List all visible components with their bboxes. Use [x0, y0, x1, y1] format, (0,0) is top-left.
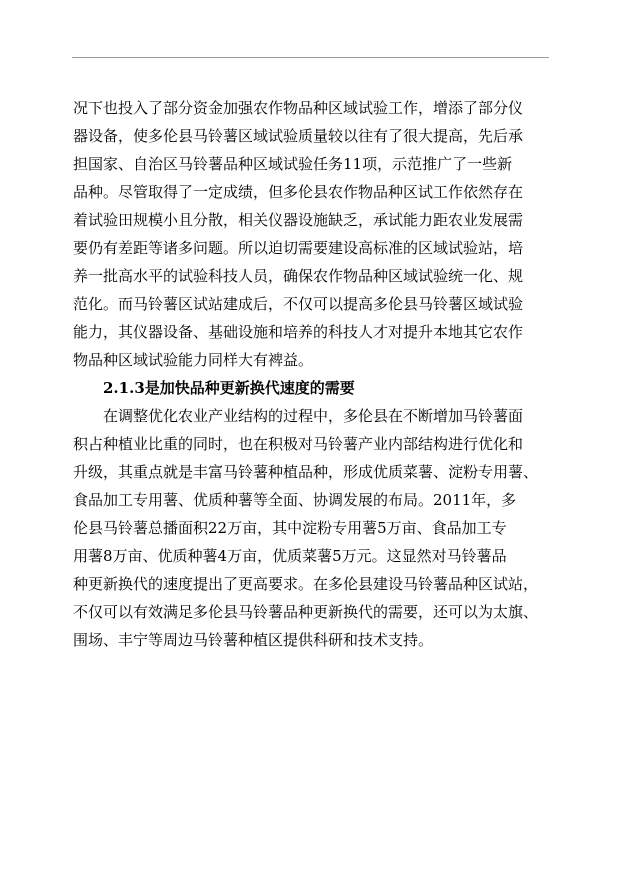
text-line: 伦县马铃薯总播面积22万亩，其中淀粉专用薯5万亩、食品加工专: [73, 519, 507, 537]
text-line: 物品种区域试验能力同样大有裨益。: [73, 351, 314, 369]
text-line: 用薯8万亩、优质种薯4万亩，优质菜薯5万元。这显然对马铃薯品: [73, 547, 507, 565]
text-line: 品种。尽管取得了一定成绩，但多伦县农作物品种区试工作依然存在: [73, 183, 524, 201]
header-rule: [72, 57, 549, 58]
text-line: 要仍有差距等诸多问题。所以迫切需要建设高标准的区域试验站，培: [73, 239, 524, 257]
text-line: 围场、丰宁等周边马铃薯种植区提供科研和技术支持。: [73, 631, 434, 649]
text-line: 在调整优化农业产业结构的过程中，多伦县在不断增加马铃薯面: [103, 407, 524, 425]
text-line: 种更新换代的速度提出了更高要求。在多伦县建设马铃薯品种区试站，: [73, 575, 539, 593]
text-line: 况下也投入了部分资金加强农作物品种区域试验工作，增添了部分仪: [73, 99, 524, 117]
text-line: 积占种植业比重的同时，也在积极对马铃薯产业内部结构进行优化和: [73, 435, 524, 453]
text-line: 升级，其重点就是丰富马铃薯种植品种，形成优质菜薯、淀粉专用薯、: [73, 463, 539, 481]
paragraph-1: [73, 94, 553, 374]
text-line: 能力，其仪器设备、基础设施和培养的科技人才对提升本地其它农作: [73, 323, 524, 341]
text-line: 食品加工专用薯、优质种薯等全面、协调发展的布局。2011年，多: [73, 491, 517, 509]
section-heading: 2.1.3是加快品种更新换代速度的需要: [103, 379, 355, 397]
text-line: 范化。而马铃薯区试站建成后，不仅可以提高多伦县马铃薯区域试验: [73, 295, 524, 313]
text-line: 担国家、自治区马铃薯品种区域试验任务11项，示范推广了一些新: [73, 155, 513, 173]
text-line: 养一批高水平的试验科技人员，确保农作物品种区域试验统一化、规: [73, 267, 524, 285]
text-line: 不仅可以有效满足多伦县马铃薯品种更新换代的需要，还可以为太旗、: [73, 603, 539, 621]
text-line: 着试验田规模小且分散，相关仪器设施缺乏，承试能力距农业发展需: [73, 211, 524, 229]
document-body: [73, 94, 553, 654]
text-line: 器设备，使多伦县马铃薯区域试验质量较以往有了很大提高，先后承: [73, 127, 524, 145]
paragraph-2: [73, 402, 553, 654]
